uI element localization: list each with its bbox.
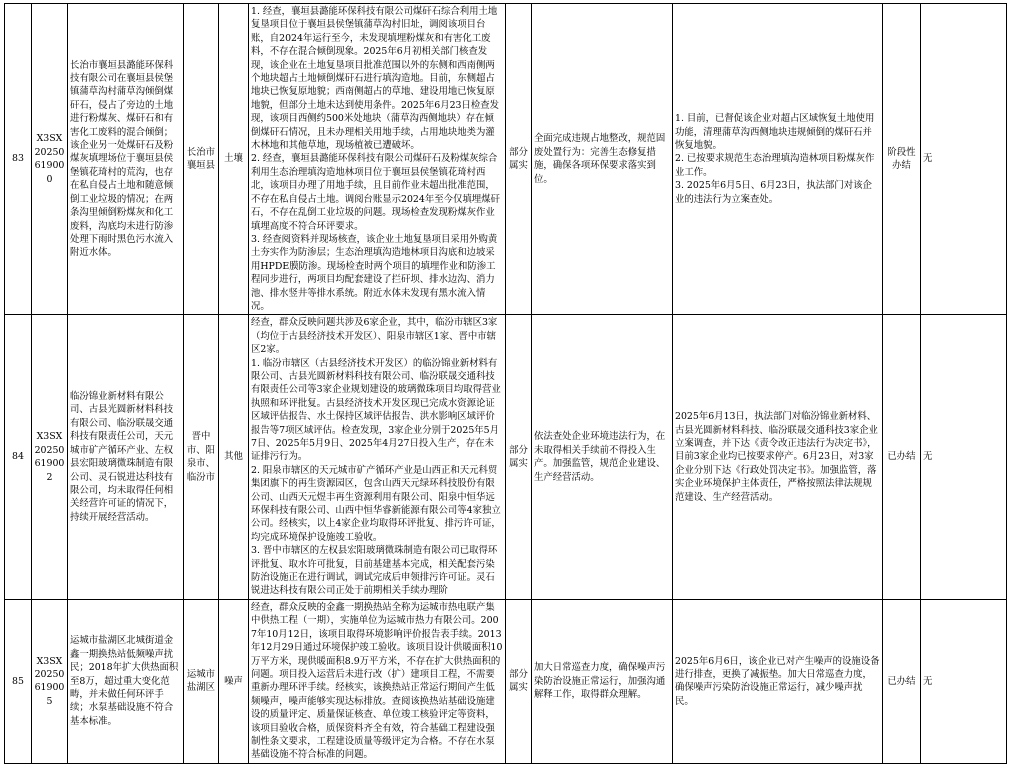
measures-cell: 加大日常巡查力度，确保噪声污染防治设施正常运行，加强沟通解释工作，取得群众理解。 xyxy=(532,599,673,763)
measures-cell: 全面完成违规占地整改，规范固废处置行为：完善生态修复措施，确保各项环保要求落实到位。 xyxy=(532,4,673,315)
complaint-table xyxy=(4,3,1007,764)
seq-cell: 84 xyxy=(5,315,32,600)
investigation-paragraph: 1. 临汾市辖区（古县经济技术开发区）的临汾锦业新材料有限公司、古县光圆新材料科技有限公司、临汾联晟交通科技有限责任公司等3家企业规划建设的玻璃微珠项目均取得营业执照和环评批复。古县经济技术开发区现已完成水资源论证区域评估报告、水土保持区域评估报告、洪水影响区域评价报告等7项区域评估。检查发现，3家企业分别于2025年5月7日、2025年5月9日、2025年4月27日投入生产，存在未证排污行为。 xyxy=(251,357,501,463)
investigation-cell xyxy=(249,4,506,315)
status-cell: 已办结 xyxy=(883,599,921,763)
table-row xyxy=(5,4,1007,315)
result-cell xyxy=(673,315,883,600)
category-cell: 其他 xyxy=(219,315,249,600)
complaint-table-page xyxy=(4,3,1006,764)
investigation-cell xyxy=(249,599,506,763)
verdict-cell: 部分属实 xyxy=(506,315,532,600)
measures-cell: 依法查处企业环境违法行为，在未取得相关手续前不得投入生产。加强监管，规范企业建设、生产经营活动。 xyxy=(532,315,673,600)
status-cell: 阶段性办结 xyxy=(883,4,921,315)
verdict-cell: 部分属实 xyxy=(506,4,532,315)
investigation-paragraph: 经查，群众反映问题共涉及6家企业，其中，临汾市辖区3家（均位于古县经济技术开发区）、阳泉市辖区1家、晋中市辖区2家。 xyxy=(251,317,498,356)
result-paragraph: 2025年6月6日，该企业已对产生噪声的设施设备进行排查，更换了减振垫。加大日常巡查力度，确保噪声污染防治设施正常运行，减少噪声扰民。 xyxy=(675,655,880,707)
verdict-cell: 部分属实 xyxy=(506,599,532,763)
investigation-cell xyxy=(249,315,506,600)
investigation-paragraph: 2. 阳泉市辖区的天元城市矿产循环产业是山西正和天元科贸集团旗下的再生资源园区，包含山西天元绿环科技股份有限公司、山西天元煜丰再生资源利用有限公司、阳泉中恒华远环保科技有限公司、山西中恒华睿新能源有限公司等4家独立公司。经核实，以上4家企业均取得环评批复、排污许可证，均完成环境保护设施竣工验收。 xyxy=(251,464,501,543)
category-cell: 噪声 xyxy=(219,599,249,763)
investigation-paragraph: 3. 晋中市辖区的左权县宏阳玻璃微珠制造有限公司已取得环评批复、取水许可批复，目前基建基本完成，相关配套污染防治设施正在进行调试，调试完成后申领排污许可证。灵石锐进达科技有限公司正处于前期相关手续办理阶 xyxy=(251,545,498,597)
investigation-paragraph: 3. 经查阅资料并现场核查，该企业土地复垦项目采用外购黄土夯实作为防渗层；生态治理填沟造地林项目沟底和边坡采用HPDE膜防渗。现场检查时两个项目的填埋作业和防渗工程同步进行，两项目均配套建设了拦矸坝、排水边沟、消力池、排水竖井等排水系统。附近水体未发现有黑水流入情况。 xyxy=(251,233,498,312)
table-row xyxy=(5,599,1007,763)
result-cell xyxy=(673,599,883,763)
result-paragraph: 2. 已按要求规范生态治理填沟造林项目粉煤灰作业工作。 xyxy=(675,153,875,178)
accountability-cell: 无 xyxy=(921,599,1007,763)
table-row xyxy=(5,315,1007,600)
region-cell: 长治市襄垣县 xyxy=(184,4,219,315)
result-paragraph: 1. 目前，已督促该企业对超占区域恢复土地使用功能，清理蒲草沟西侧地块违规倾倒的煤矸石并恢复地貌。 xyxy=(675,113,875,152)
result-paragraph: 3. 2025年6月5日、6月23日，执法部门对该企业的违法行为立案查处。 xyxy=(675,180,872,205)
category-cell: 土壤 xyxy=(219,4,249,315)
case-code-cell: X3SX2025061900 2 xyxy=(32,315,68,600)
status-cell: 已办结 xyxy=(883,315,921,600)
investigation-paragraph: 2. 经查，襄垣县潞能环保科技有限公司煤矸石及粉煤灰综合利用生态治理填沟造地林项目位于襄垣县侯堡镇花琦村西北，该项目办理了用地手续，且目前作业未超出批准范围，不存在私自侵占土地。调阅台账显示2024年至今仅填埋煤矸石，不存在乱倒工业垃圾的问题。现场检查发现粉煤灰作业填埋高度不符合环评要求。 xyxy=(251,153,500,232)
complaint-cell: 临汾锦业新材料有限公司、古县光圆新材料科技有限公司、临汾联晟交通科技有限责任公司，天元城市矿产循环产业、左权县宏阳玻璃微珠制造有限公司、灵石锐进达科技有限公司，均未取得任何相关经营许可证的情况下，持续开展经营活动。 xyxy=(68,315,184,600)
investigation-paragraph: 经查，群众反映的金鑫一期换热站全称为运城市热电联产集中供热工程（一期），实施单位为运城市热力有限公司。2007年10月12日，该项目取得环境影响评价报告表手续。2013年12月29日通过环境保护竣工验收。该项目设计供暖面积10万平方米，现供暖面积8.9万平方米，不存在扩大供热面积的问题。项目投入运营后未进行改（扩）建项目工程，不需要重新办理环评手续。经核实，该换热站正常运行期间产生低频噪声，噪声能够实现达标排放。查阅该换热站基础设施建设的质量评定、质量保证核查、单位竣工核验评定等资料，该项目验收合格，质保资料齐全有效，符合基础工程建设强制性条文要求，工程建设质量等级评定为合格。不存在水泵基础设施不符合标准的问题。 xyxy=(251,601,503,761)
region-cell: 晋中市、阳泉市、临汾市 xyxy=(184,315,219,600)
seq-cell: 83 xyxy=(5,4,32,315)
result-paragraph: 2025年6月13日，执法部门对临汾锦业新材料、古县光圆新材料科技、临汾联晟交通科技3家企业立案调查，并下达《责令改正违法行为决定书》，目前3家企业均已按要求停产。6月23日，对3家企业分别下达《行政处罚决定书》。加强监管，落实企业环境保护主体责任，严格按照法律法规规范建设、生产经营活动。 xyxy=(675,411,878,503)
accountability-cell: 无 xyxy=(921,4,1007,315)
region-cell: 运城市盐湖区 xyxy=(184,599,219,763)
case-code-cell: X3SX2025061900 0 xyxy=(32,4,68,315)
case-code-cell: X3SX2025061900 5 xyxy=(32,599,68,763)
investigation-paragraph: 1. 经查，襄垣县潞能环保科技有限公司煤矸石综合利用土地复垦项目位于襄垣县侯堡镇蒲草沟村旧址，调阅该项目台账，自2024年运行至今，未发现填埋粉煤灰和有害化工废料，不存在混合倾倒现象。2025年6月初相关部门核查发现，该企业在土地复垦项目批准范围以外的东侧和西南侧两个地块超占土地倾倒煤矸石进行填沟造地。目前，东侧超占地块已恢复原地貌；西南侧超占的草地、建设用地已恢复原地貌，但部分土地未达到使用条件。2025年6月23日检查发现，该项目西侧约500米处地块（蒲草沟西侧地块）存在倾倒煤矸石情况，且未办理相关用地手续，占用地块地类为灌木林地和其他草地，现场植被已遭破坏。 xyxy=(251,6,500,152)
complaint-cell: 运城市盐湖区北城街道金鑫一期换热站低频噪声扰民；2018年扩大供热面积至8万，超过重大变化范畴，并未做任何环评手续；水泵基础设施不符合基本标准。 xyxy=(68,599,184,763)
complaint-cell: 长治市襄垣县潞能环保科技有限公司在襄垣县侯堡镇蒲草沟村蒲草沟倾倒煤矸石，侵占了旁边的土地进行粉煤灰、煤矸石和有害化工废料的混合倾倒；该企业另一处煤矸石及粉煤灰填埋场位于襄垣县侯堡镇花琦村的荒沟，也存在私自侵占土地和随意倾倒工业垃圾的情况；在两条沟里倾倒粉煤灰和化工废料，沟底均未进行防渗处理下雨时黑色污水流入附近水体。 xyxy=(68,4,184,315)
seq-cell: 85 xyxy=(5,599,32,763)
result-cell xyxy=(673,4,883,315)
accountability-cell: 无 xyxy=(921,315,1007,600)
